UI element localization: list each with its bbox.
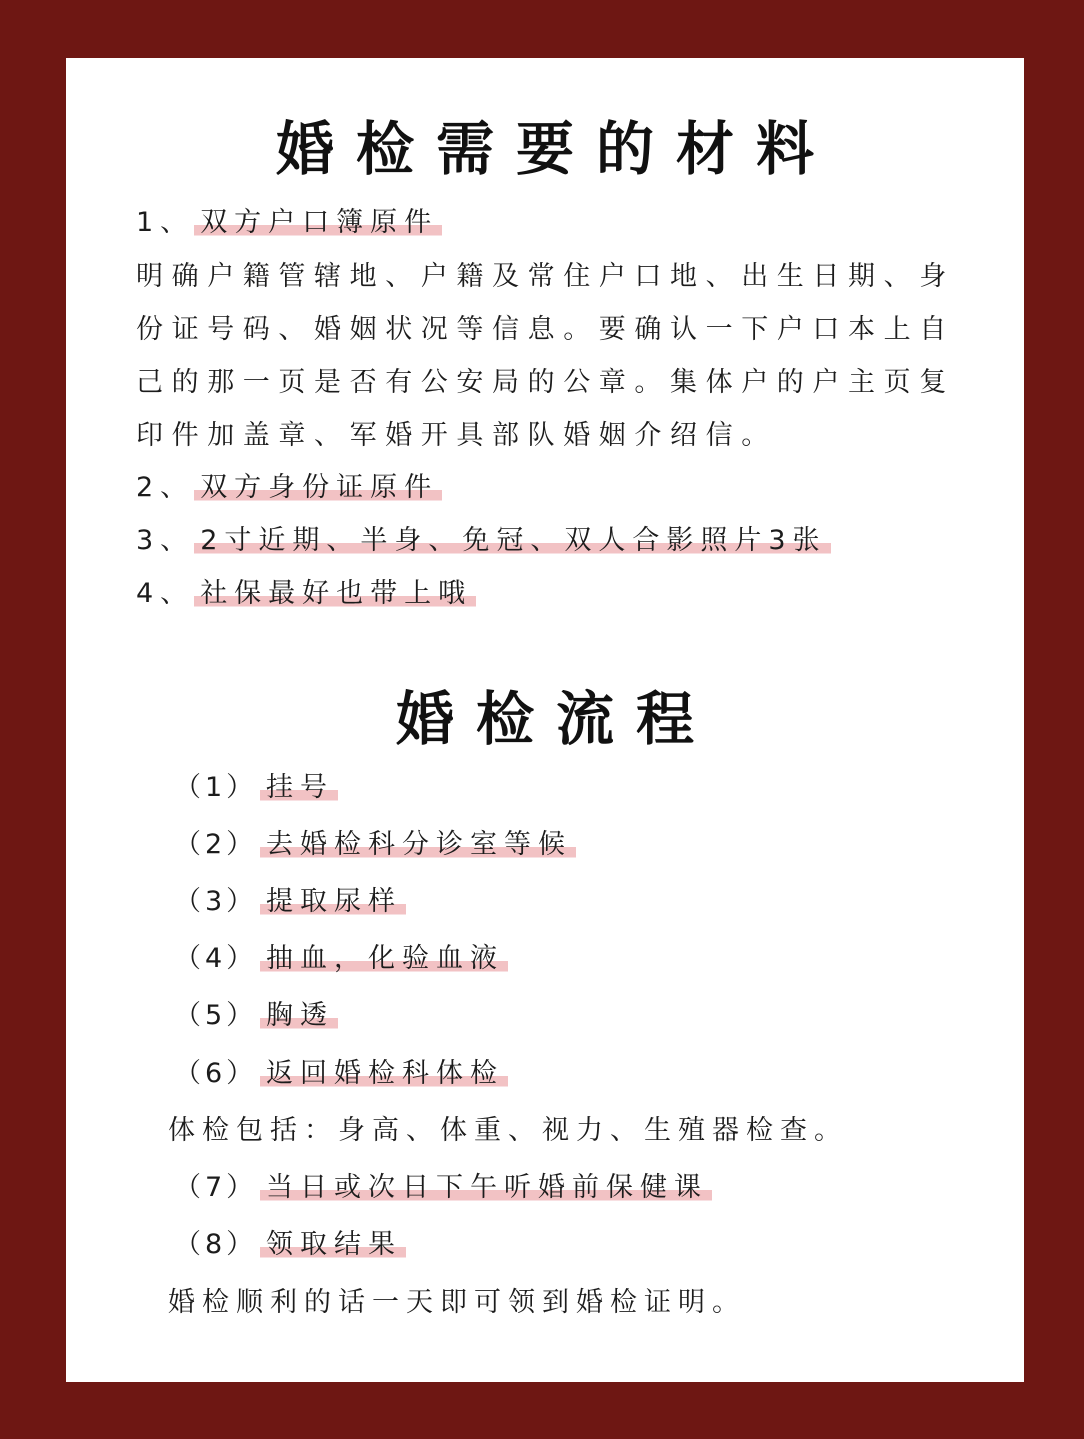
final-note: 婚检顺利的话一天即可领到婚检证明。	[168, 1287, 746, 1318]
item-text: 社保最好也带上哦	[194, 578, 476, 609]
process-step-4	[174, 939, 508, 979]
step-number: （1）	[174, 772, 258, 803]
step-text: 领取结果	[260, 1229, 406, 1260]
step-text: 去婚检科分诊室等候	[260, 829, 576, 860]
step-number: （6）	[174, 1058, 258, 1089]
content-card	[66, 58, 1024, 1382]
step-text: 抽血，化验血液	[260, 943, 508, 974]
step-text: 提取尿样	[260, 886, 406, 917]
process-step-2	[174, 825, 576, 865]
process-step-7	[174, 1168, 712, 1208]
checkup-note: 体检包括：身高、体重、视力、生殖器检查。	[168, 1115, 848, 1146]
process-step-8	[174, 1225, 406, 1265]
step-number: （8）	[174, 1229, 258, 1260]
step-number: （7）	[174, 1172, 258, 1203]
materials-title: 婚检需要的材料	[275, 115, 836, 183]
process-title: 婚检流程	[395, 685, 716, 753]
item-text: 2寸近期、半身、免冠、双人合影照片3张	[194, 525, 830, 556]
materials-description: 明确户籍管辖地、户籍及常住户口地、出生日期、身份证号码、婚姻状况等信息。要确认一下户口本上自己的那一页是否有公安局的公章。集体户的户主页复印件加盖章、军婚开具部队婚姻介绍信。	[136, 261, 955, 451]
step-text: 胸透	[260, 1000, 338, 1031]
step-number: （2）	[174, 829, 258, 860]
process-step-3	[174, 882, 406, 922]
step-number: （4）	[174, 943, 258, 974]
item-number: 3、	[136, 525, 195, 556]
step-text: 当日或次日下午听婚前保健课	[260, 1172, 712, 1203]
step-text: 返回婚检科体检	[260, 1058, 508, 1089]
item-number: 2、	[136, 472, 195, 503]
item-number: 1、	[136, 207, 195, 238]
materials-item-2	[136, 468, 442, 508]
materials-item-3	[136, 521, 831, 561]
step-number: （5）	[174, 1000, 258, 1031]
step-text: 挂号	[260, 772, 338, 803]
item-text: 双方身份证原件	[194, 472, 442, 503]
materials-item-4	[136, 574, 476, 614]
item-number: 4、	[136, 578, 195, 609]
materials-item-1	[136, 203, 442, 243]
process-step-1	[174, 768, 338, 808]
process-step-5	[174, 996, 338, 1036]
process-step-6	[174, 1054, 508, 1094]
step-number: （3）	[174, 886, 258, 917]
item-text: 双方户口簿原件	[194, 207, 442, 238]
